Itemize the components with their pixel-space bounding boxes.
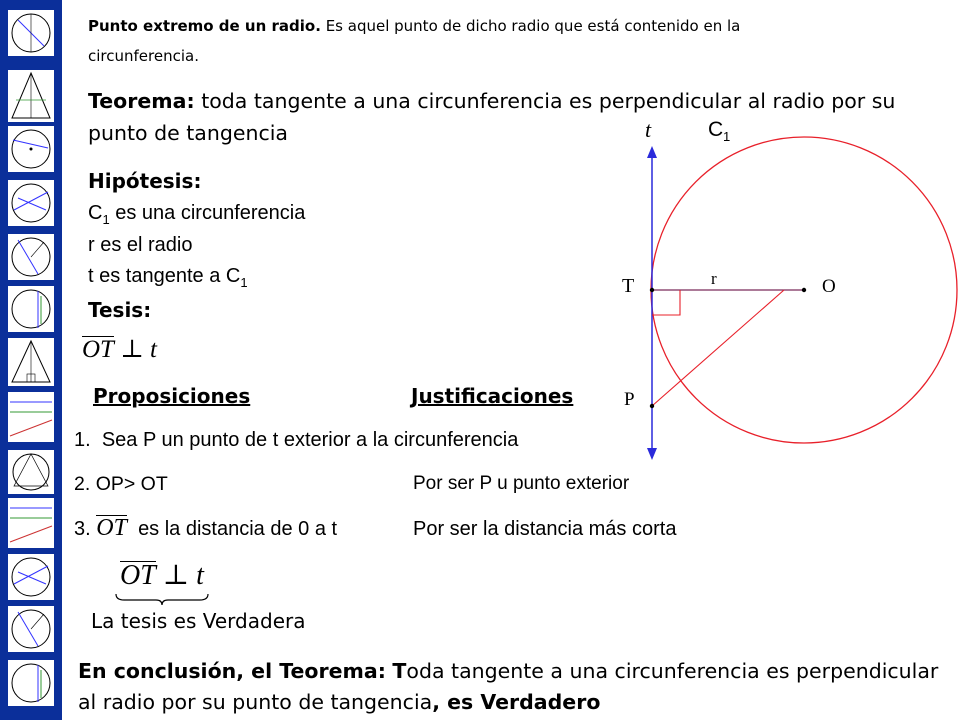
segment-op <box>652 290 784 406</box>
intro-line-2: circunferencia. <box>88 47 199 65</box>
hypothesis-text-1: es una circunferencia <box>115 202 306 224</box>
tangent-label-icon[interactable] <box>8 498 54 548</box>
point-o <box>802 288 806 292</box>
c-letter: C <box>88 202 103 224</box>
step-text: Sea P un punto de t exterior a la circunferencia <box>101 429 519 451</box>
c-subscript: 1 <box>102 212 110 227</box>
triangle-diagram-icon[interactable] <box>8 338 54 386</box>
segment-ot: OT <box>96 515 127 541</box>
segment-ot: OT <box>120 560 156 591</box>
label-c: C <box>708 118 724 141</box>
result-formula <box>120 560 204 592</box>
step-text: OP> OT <box>95 473 168 495</box>
arrow-head-top <box>647 146 657 158</box>
intro-line-1 <box>88 12 740 40</box>
conclusion-text: oda tangente a una circunferencia es perpendicular <box>406 659 939 683</box>
theorem-text: toda tangente a una circunferencia es perpendicular al radio por su <box>201 89 896 113</box>
point-t <box>650 288 654 292</box>
circle-diagram-icon[interactable] <box>8 660 54 706</box>
label-point-t: T <box>622 275 635 297</box>
hypothesis-text-3: t es tangente a C <box>88 265 241 287</box>
perpendicular-symbol: ⊥ <box>162 560 190 591</box>
label-r: r <box>711 269 717 288</box>
label-o: O <box>822 276 836 297</box>
intro-text: Es aquel punto de dicho radio que está contenido en la <box>325 17 741 35</box>
conclusion-end: , es Verdadero <box>432 690 601 714</box>
result-verdict: La tesis es Verdadera <box>91 609 306 633</box>
step-number: 2. <box>74 473 91 495</box>
step-number: 1. <box>74 429 91 451</box>
step-2 <box>74 470 168 498</box>
tangent-label-icon[interactable] <box>8 392 54 442</box>
conclusion-t: T <box>392 659 407 683</box>
underbrace <box>114 592 210 606</box>
result-t: t <box>196 560 204 591</box>
right-angle-mark <box>652 290 680 315</box>
header-proposiciones: Proposiciones <box>93 384 251 408</box>
conclusion-text-2: al radio por su punto de tangencia <box>78 690 433 714</box>
circle-diagram-icon[interactable] <box>8 554 54 600</box>
hypothesis-line-3 <box>88 262 248 297</box>
step-3-justification: Por ser la distancia más corta <box>413 518 677 540</box>
conclusion-line-2 <box>78 687 600 717</box>
step-1 <box>74 426 518 454</box>
point-p <box>650 404 654 408</box>
step-2-justification: Por ser P u punto exterior <box>413 473 630 494</box>
c-subscript: 1 <box>240 275 248 290</box>
hypothesis-line-1 <box>88 199 305 234</box>
step-text: es la distancia de 0 a t <box>138 518 338 540</box>
intro-term: Punto extremo de un radio. <box>88 17 321 35</box>
label-c-sub: 1 <box>723 129 731 144</box>
hypothesis-title: Hipótesis: <box>88 169 202 193</box>
circle-diagram-icon[interactable] <box>8 180 54 226</box>
sidebar-thumbnails <box>0 0 62 720</box>
arrow-head-bottom <box>647 448 657 460</box>
conclusion-line-1 <box>78 656 938 686</box>
triangle-diagram-icon[interactable] <box>8 70 54 122</box>
circle-diagram-icon[interactable] <box>8 234 54 280</box>
circle-diagram-icon[interactable] <box>8 286 54 332</box>
header-justificaciones: Justificaciones <box>411 384 574 408</box>
triangle-circle-icon[interactable] <box>8 450 54 494</box>
step-3 <box>74 515 337 543</box>
conclusion-lead: En conclusión, el Teorema: <box>78 659 386 683</box>
theorem-line-2: punto de tangencia <box>88 121 288 145</box>
circle-diagram-icon[interactable] <box>8 126 54 172</box>
tangent-figure <box>600 110 960 470</box>
hypothesis-line-2: r es el radio <box>88 234 193 256</box>
perpendicular-symbol: ⊥ <box>120 336 144 363</box>
circle-diagram-icon[interactable] <box>8 10 54 56</box>
label-t: t <box>645 117 652 142</box>
theorem-label: Teorema: <box>88 89 195 113</box>
label-p: P <box>624 389 635 410</box>
circle-diagram-icon[interactable] <box>8 606 54 652</box>
thesis-title: Tesis: <box>88 298 152 322</box>
thesis-formula <box>82 336 157 364</box>
thesis-t: t <box>149 336 157 363</box>
step-number: 3. <box>74 518 91 540</box>
segment-ot: OT <box>82 336 114 363</box>
